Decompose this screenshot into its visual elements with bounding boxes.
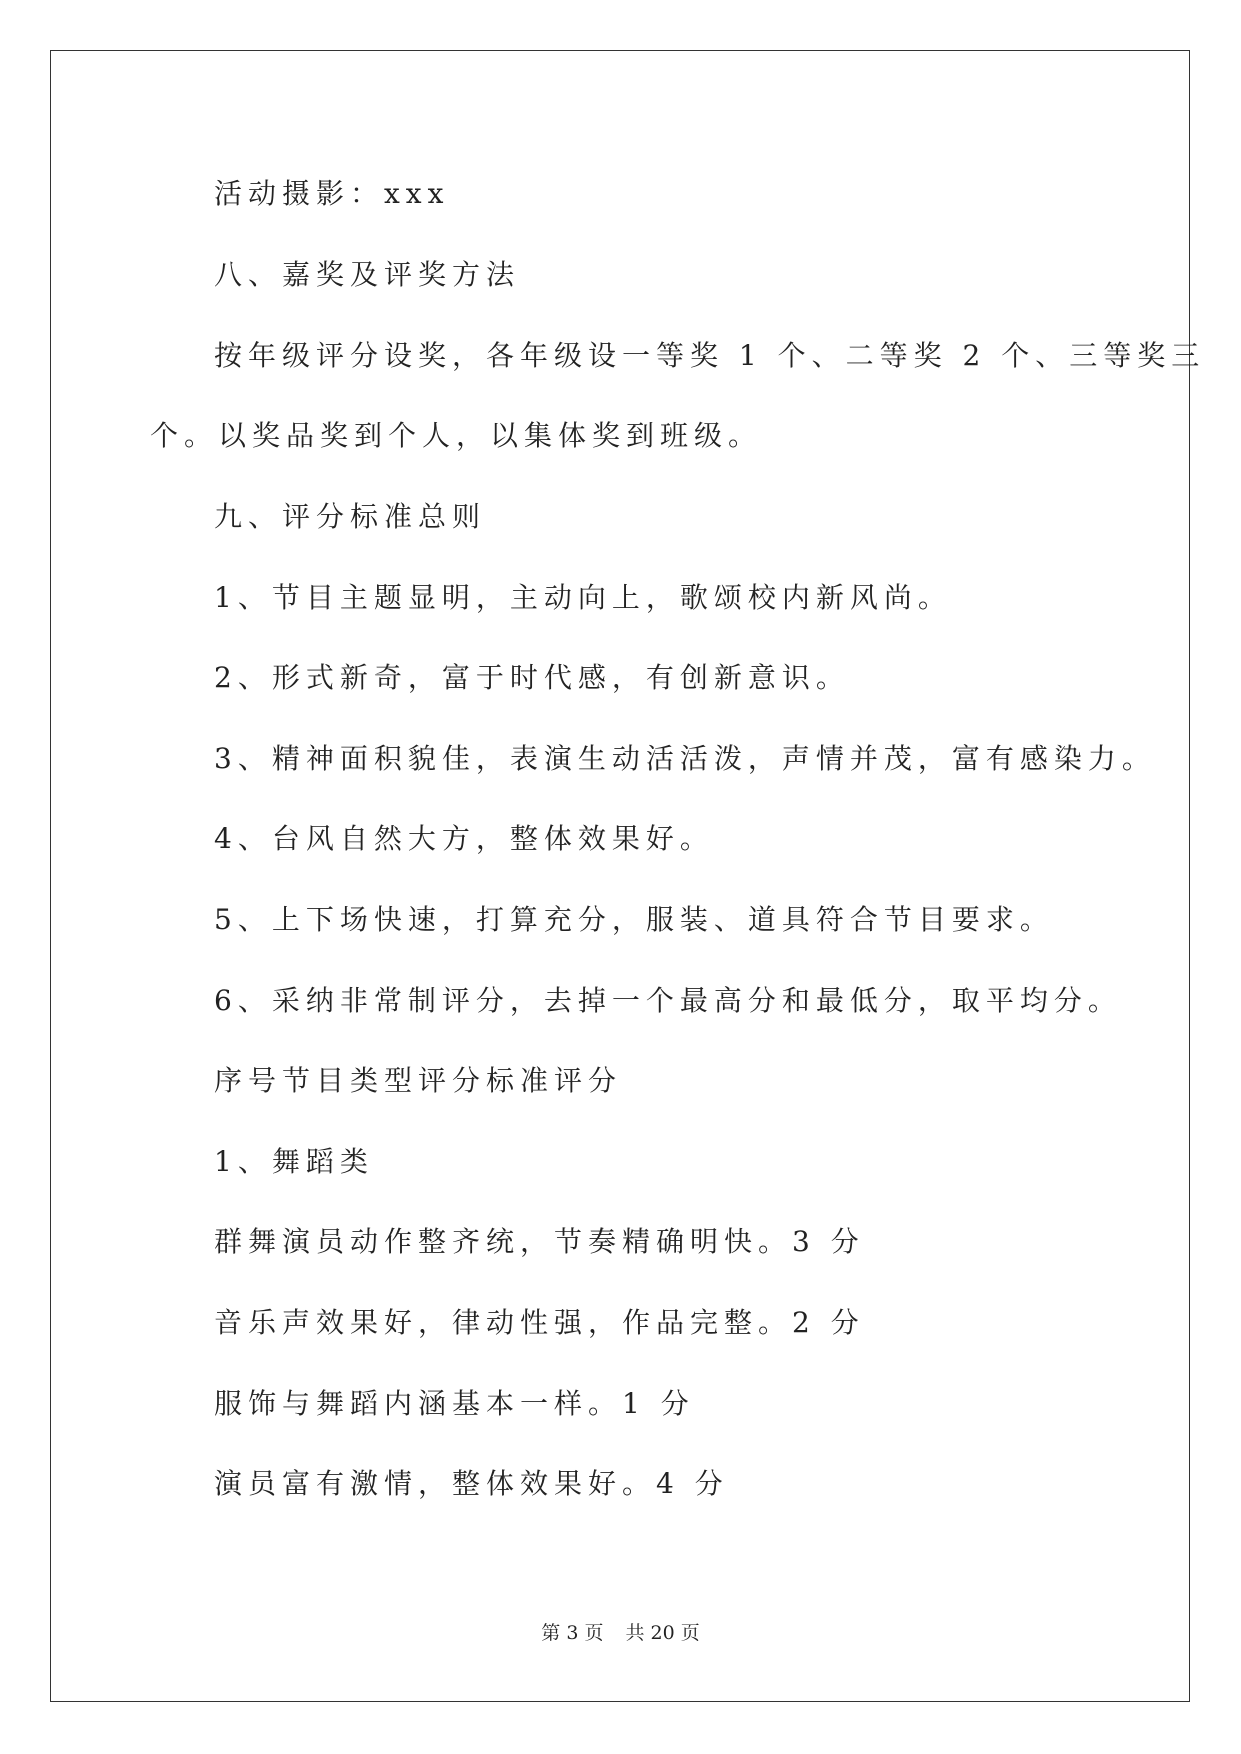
section-heading-awards: 八、嘉奖及评奖方法 bbox=[214, 258, 521, 291]
criteria-item-6: 6、采纳非常制评分，去掉一个最高分和最低分，取平均分。 bbox=[214, 984, 1122, 1017]
criteria-item-3: 3、精神面积貌佳，表演生动活活泼，声情并茂，富有感染力。 bbox=[214, 742, 1156, 775]
table-header-line: 序号节目类型评分标准评分 bbox=[214, 1064, 623, 1097]
page-number-current: 第 3 页 bbox=[541, 1622, 604, 1644]
text-line-awards-rule-cont: 个。以奖品奖到个人，以集体奖到班级。 bbox=[150, 419, 763, 452]
page-footer bbox=[0, 1621, 1241, 1645]
category-dance: 1、舞蹈类 bbox=[214, 1145, 374, 1178]
page-number-total: 共 20 页 bbox=[625, 1622, 700, 1644]
dance-criterion-4: 演员富有激情，整体效果好。4 分 bbox=[214, 1467, 729, 1500]
dance-criterion-2: 音乐声效果好，律动性强，作品完整。2 分 bbox=[214, 1306, 865, 1339]
page-border bbox=[50, 50, 1190, 1702]
criteria-item-5: 5、上下场快速，打算充分，服装、道具符合节目要求。 bbox=[214, 903, 1054, 936]
text-line-awards-rule: 按年级评分设奖，各年级设一等奖 1 个、二等奖 2 个、三等奖三 bbox=[214, 339, 1206, 372]
criteria-item-2: 2、形式新奇，富于时代感，有创新意识。 bbox=[214, 661, 850, 694]
dance-criterion-1: 群舞演员动作整齐统，节奏精确明快。3 分 bbox=[214, 1225, 865, 1258]
criteria-item-1: 1、节目主题显明，主动向上，歌颂校内新风尚。 bbox=[214, 581, 952, 614]
section-heading-criteria: 九、评分标准总则 bbox=[214, 500, 487, 533]
dance-criterion-3: 服饰与舞蹈内涵基本一样。1 分 bbox=[214, 1387, 695, 1420]
criteria-item-4: 4、台风自然大方，整体效果好。 bbox=[214, 822, 714, 855]
text-line-photographer: 活动摄影：xxx bbox=[214, 177, 450, 210]
